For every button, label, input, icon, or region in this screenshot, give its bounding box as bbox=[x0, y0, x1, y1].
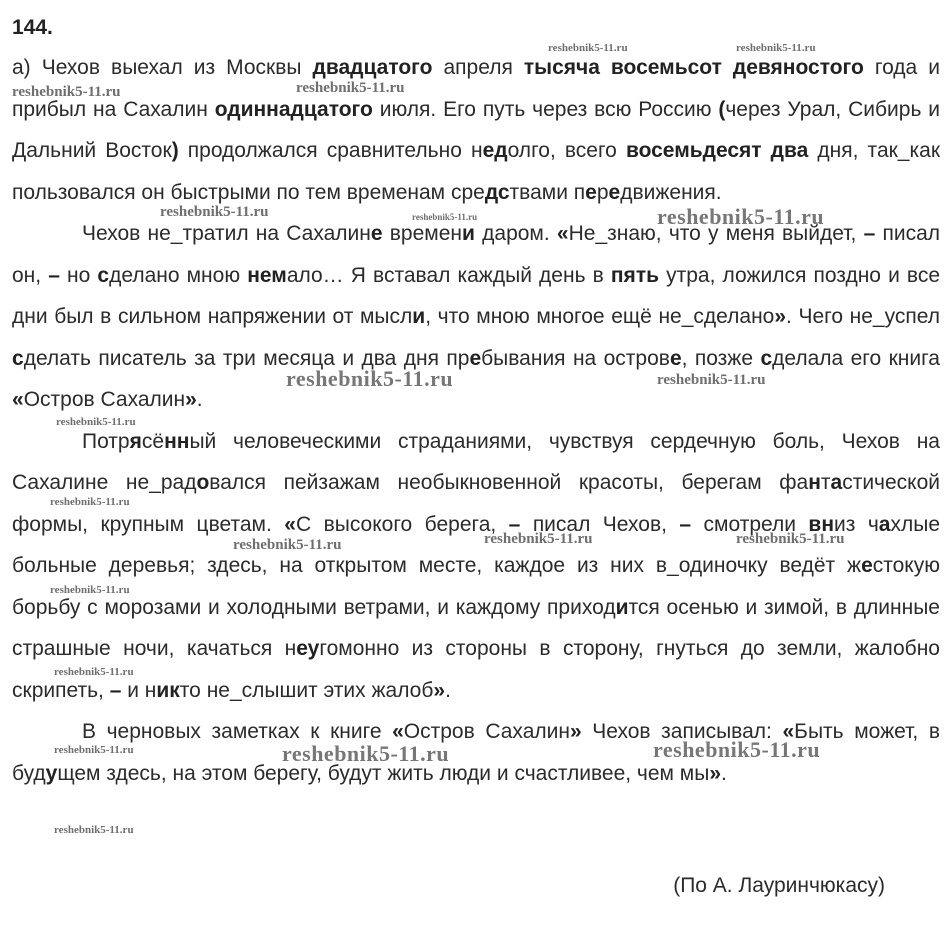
text-run: олго, всего bbox=[507, 139, 626, 162]
bold-run: о bbox=[196, 471, 210, 494]
bold-run: е bbox=[469, 346, 482, 370]
bold-run: е bbox=[370, 222, 383, 245]
text-run: Чехов не_тратил на Сахалин bbox=[82, 222, 371, 245]
bold-run: восемьдесят два bbox=[625, 139, 809, 162]
watermark-text: reshebnik5-11.ru bbox=[736, 531, 845, 547]
bold-run: у bbox=[45, 761, 58, 785]
watermark-text: reshebnik5-11.ru bbox=[12, 84, 121, 100]
bold-run: ед bbox=[482, 139, 508, 162]
watermark-text: reshebnik5-11.ru bbox=[282, 741, 450, 766]
watermark-text: reshebnik5-11.ru bbox=[160, 204, 269, 220]
bold-run: вн bbox=[808, 512, 835, 536]
bold-run: и bbox=[412, 305, 426, 328]
text-run: то не_слышит этих жалоб bbox=[179, 678, 434, 702]
bold-run: е bbox=[585, 180, 597, 204]
text-run: Потр bbox=[82, 429, 130, 453]
bold-run: » bbox=[185, 388, 197, 411]
bold-run: ) bbox=[171, 139, 179, 162]
bold-run: и bbox=[615, 595, 629, 619]
watermark-text: reshebnik5-11.ru bbox=[548, 42, 628, 54]
text-run: но bbox=[59, 263, 98, 287]
bold-run: « bbox=[12, 388, 24, 411]
bold-run: пять bbox=[610, 263, 660, 287]
text-run: смотрели bbox=[691, 512, 809, 536]
bold-run: н bbox=[808, 471, 821, 494]
text-run: дня, так_как пользовался он быстрыми по тем временам сре bbox=[12, 139, 941, 204]
bold-run: » bbox=[569, 720, 582, 743]
text-run: через Урал, Сибирь и Дальний Восток bbox=[12, 97, 940, 162]
bold-run: и bbox=[462, 222, 475, 245]
bold-run: – bbox=[48, 263, 60, 287]
text-run: , что мною многое ещё не_сделано bbox=[425, 305, 775, 328]
text-run: делала его книга bbox=[772, 346, 940, 370]
text-run: . bbox=[445, 678, 451, 702]
bold-run: е bbox=[669, 346, 682, 370]
bold-run: а bbox=[878, 512, 891, 536]
text-run: апреля bbox=[432, 56, 524, 79]
bold-run: нн bbox=[164, 429, 190, 453]
text-run: р bbox=[596, 180, 609, 204]
text-run: утра, ложился поздно и все дни был в сильном напряжении от мысл bbox=[12, 263, 941, 328]
bold-run: » bbox=[774, 305, 787, 328]
text-run: гомонно из стороны в сторону, гнуться до земли, жалобно скрипеть, bbox=[12, 637, 940, 702]
watermark-text: reshebnik5-11.ru bbox=[50, 584, 130, 596]
watermark-text: reshebnik5-11.ru bbox=[657, 372, 766, 388]
bold-run: нем bbox=[247, 263, 287, 287]
bold-run: еу bbox=[296, 637, 320, 660]
bold-run: е bbox=[608, 180, 621, 204]
bold-run: а bbox=[830, 471, 843, 494]
text-run: писал он, bbox=[12, 222, 941, 287]
bold-run: ик bbox=[156, 678, 180, 702]
watermark-text: reshebnik5-11.ru bbox=[412, 212, 478, 222]
paragraph-1 bbox=[12, 47, 940, 213]
bold-run: – bbox=[863, 222, 876, 245]
paragraph-4 bbox=[12, 711, 940, 794]
text-run: и н bbox=[121, 678, 157, 702]
text-run: хлые больные деревья; здесь, на открытом месте, каждое из них в_одиночку ведёт ж bbox=[12, 512, 940, 577]
text-run: писал Чехов, bbox=[520, 512, 680, 536]
watermark-text: reshebnik5-11.ru bbox=[54, 744, 134, 756]
paragraph-2 bbox=[12, 213, 940, 421]
text-run: Быть может, в буд bbox=[12, 720, 940, 785]
bold-run: с bbox=[12, 346, 24, 370]
author-attribution: (По А. Лауринчюкасу) bbox=[673, 874, 885, 897]
bold-run: двадцатого bbox=[312, 56, 433, 79]
watermark-text: reshebnik5-11.ru bbox=[54, 666, 134, 678]
bold-run: » bbox=[433, 678, 446, 702]
text-run: из ч bbox=[834, 512, 879, 536]
exercise-text bbox=[12, 47, 940, 794]
watermark-text: reshebnik5-11.ru bbox=[736, 42, 816, 54]
text-run: Остров Сахалин bbox=[23, 388, 186, 411]
bold-run: – bbox=[679, 512, 692, 536]
bold-run: с bbox=[760, 346, 773, 370]
text-run: . Чего не_успел bbox=[786, 305, 940, 328]
watermark-text: reshebnik5-11.ru bbox=[653, 737, 821, 762]
text-run: времен bbox=[382, 222, 463, 245]
text-run: бывания на остров bbox=[481, 346, 670, 370]
bold-run: « bbox=[556, 222, 569, 245]
text-run: а) Чехов выехал из Москвы bbox=[12, 56, 313, 79]
bold-run: – bbox=[508, 512, 521, 536]
bold-run: дс bbox=[484, 180, 510, 204]
bold-run: « bbox=[392, 720, 404, 743]
bold-run: – bbox=[109, 678, 122, 702]
text-run: Остров Сахалин bbox=[403, 720, 570, 743]
watermark-text: reshebnik5-11.ru bbox=[54, 824, 134, 836]
bold-run: тысяча восемьсот девяностого bbox=[523, 56, 864, 79]
bold-run: одиннадцатого bbox=[214, 97, 373, 121]
text-run: щем здесь, на этом берегу, будут жить люди и счастливее, чем мы bbox=[57, 761, 710, 785]
text-run: . bbox=[721, 761, 727, 785]
watermark-text: reshebnik5-11.ru bbox=[296, 80, 405, 96]
bold-run: « bbox=[782, 720, 795, 743]
text-run: продолжался сравнительно н bbox=[178, 139, 483, 162]
text-run: твами п bbox=[509, 180, 586, 204]
text-run: , позже bbox=[681, 346, 761, 370]
text-run: С высокого берега, bbox=[295, 512, 509, 536]
text-run: ало… Я вставал каждый день в bbox=[286, 263, 611, 287]
watermark-text: reshebnik5-11.ru bbox=[484, 531, 593, 547]
bold-run: е bbox=[861, 554, 873, 577]
text-run: сё bbox=[141, 429, 165, 453]
text-run: . bbox=[196, 388, 203, 411]
exercise-number: 144. bbox=[12, 16, 53, 39]
bold-run: с bbox=[97, 263, 110, 287]
watermark-text: reshebnik5-11.ru bbox=[657, 204, 825, 229]
bold-run: я bbox=[129, 429, 142, 453]
watermark-text: reshebnik5-11.ru bbox=[233, 537, 342, 553]
text-run: т bbox=[820, 471, 831, 494]
text-run: даром. bbox=[474, 222, 557, 245]
paragraph-3 bbox=[12, 421, 940, 712]
text-run: Чехов записывал: bbox=[581, 720, 783, 743]
text-run: делано мною bbox=[109, 263, 248, 287]
text-run: июля. Его путь через всю Россию bbox=[372, 97, 719, 121]
text-run: В черновых заметках к книге bbox=[82, 720, 393, 743]
bold-run: » bbox=[709, 761, 722, 785]
text-run: ый человеческими страданиями, чувствуя сердечную боль, Чехов на Сахалине не_рад bbox=[12, 429, 940, 494]
text-run: года и прибыл на Сахалин bbox=[12, 56, 940, 121]
text-run: тся осенью и зимой, в длинные страшные ночи, качаться н bbox=[12, 595, 940, 660]
text-run: стокую борьбу с морозами и холодными ветрами, и каждому приход bbox=[12, 554, 940, 619]
text-run: делать писатель за три месяца и два дня пр bbox=[23, 346, 470, 370]
bold-run: ( bbox=[718, 97, 726, 121]
watermark-text: reshebnik5-11.ru bbox=[50, 496, 130, 508]
watermark-text: reshebnik5-11.ru bbox=[56, 416, 136, 428]
text-run: движения. bbox=[620, 180, 722, 204]
watermark-text: reshebnik5-11.ru bbox=[286, 366, 454, 391]
text-run: вался пейзажам необыкновенной красоты, берегам фа bbox=[209, 471, 809, 494]
bold-run: « bbox=[284, 512, 296, 536]
text-run: Не_знаю, что у меня выйдет, bbox=[568, 222, 864, 245]
text-run: стической формы, крупным цветам. bbox=[12, 471, 941, 536]
